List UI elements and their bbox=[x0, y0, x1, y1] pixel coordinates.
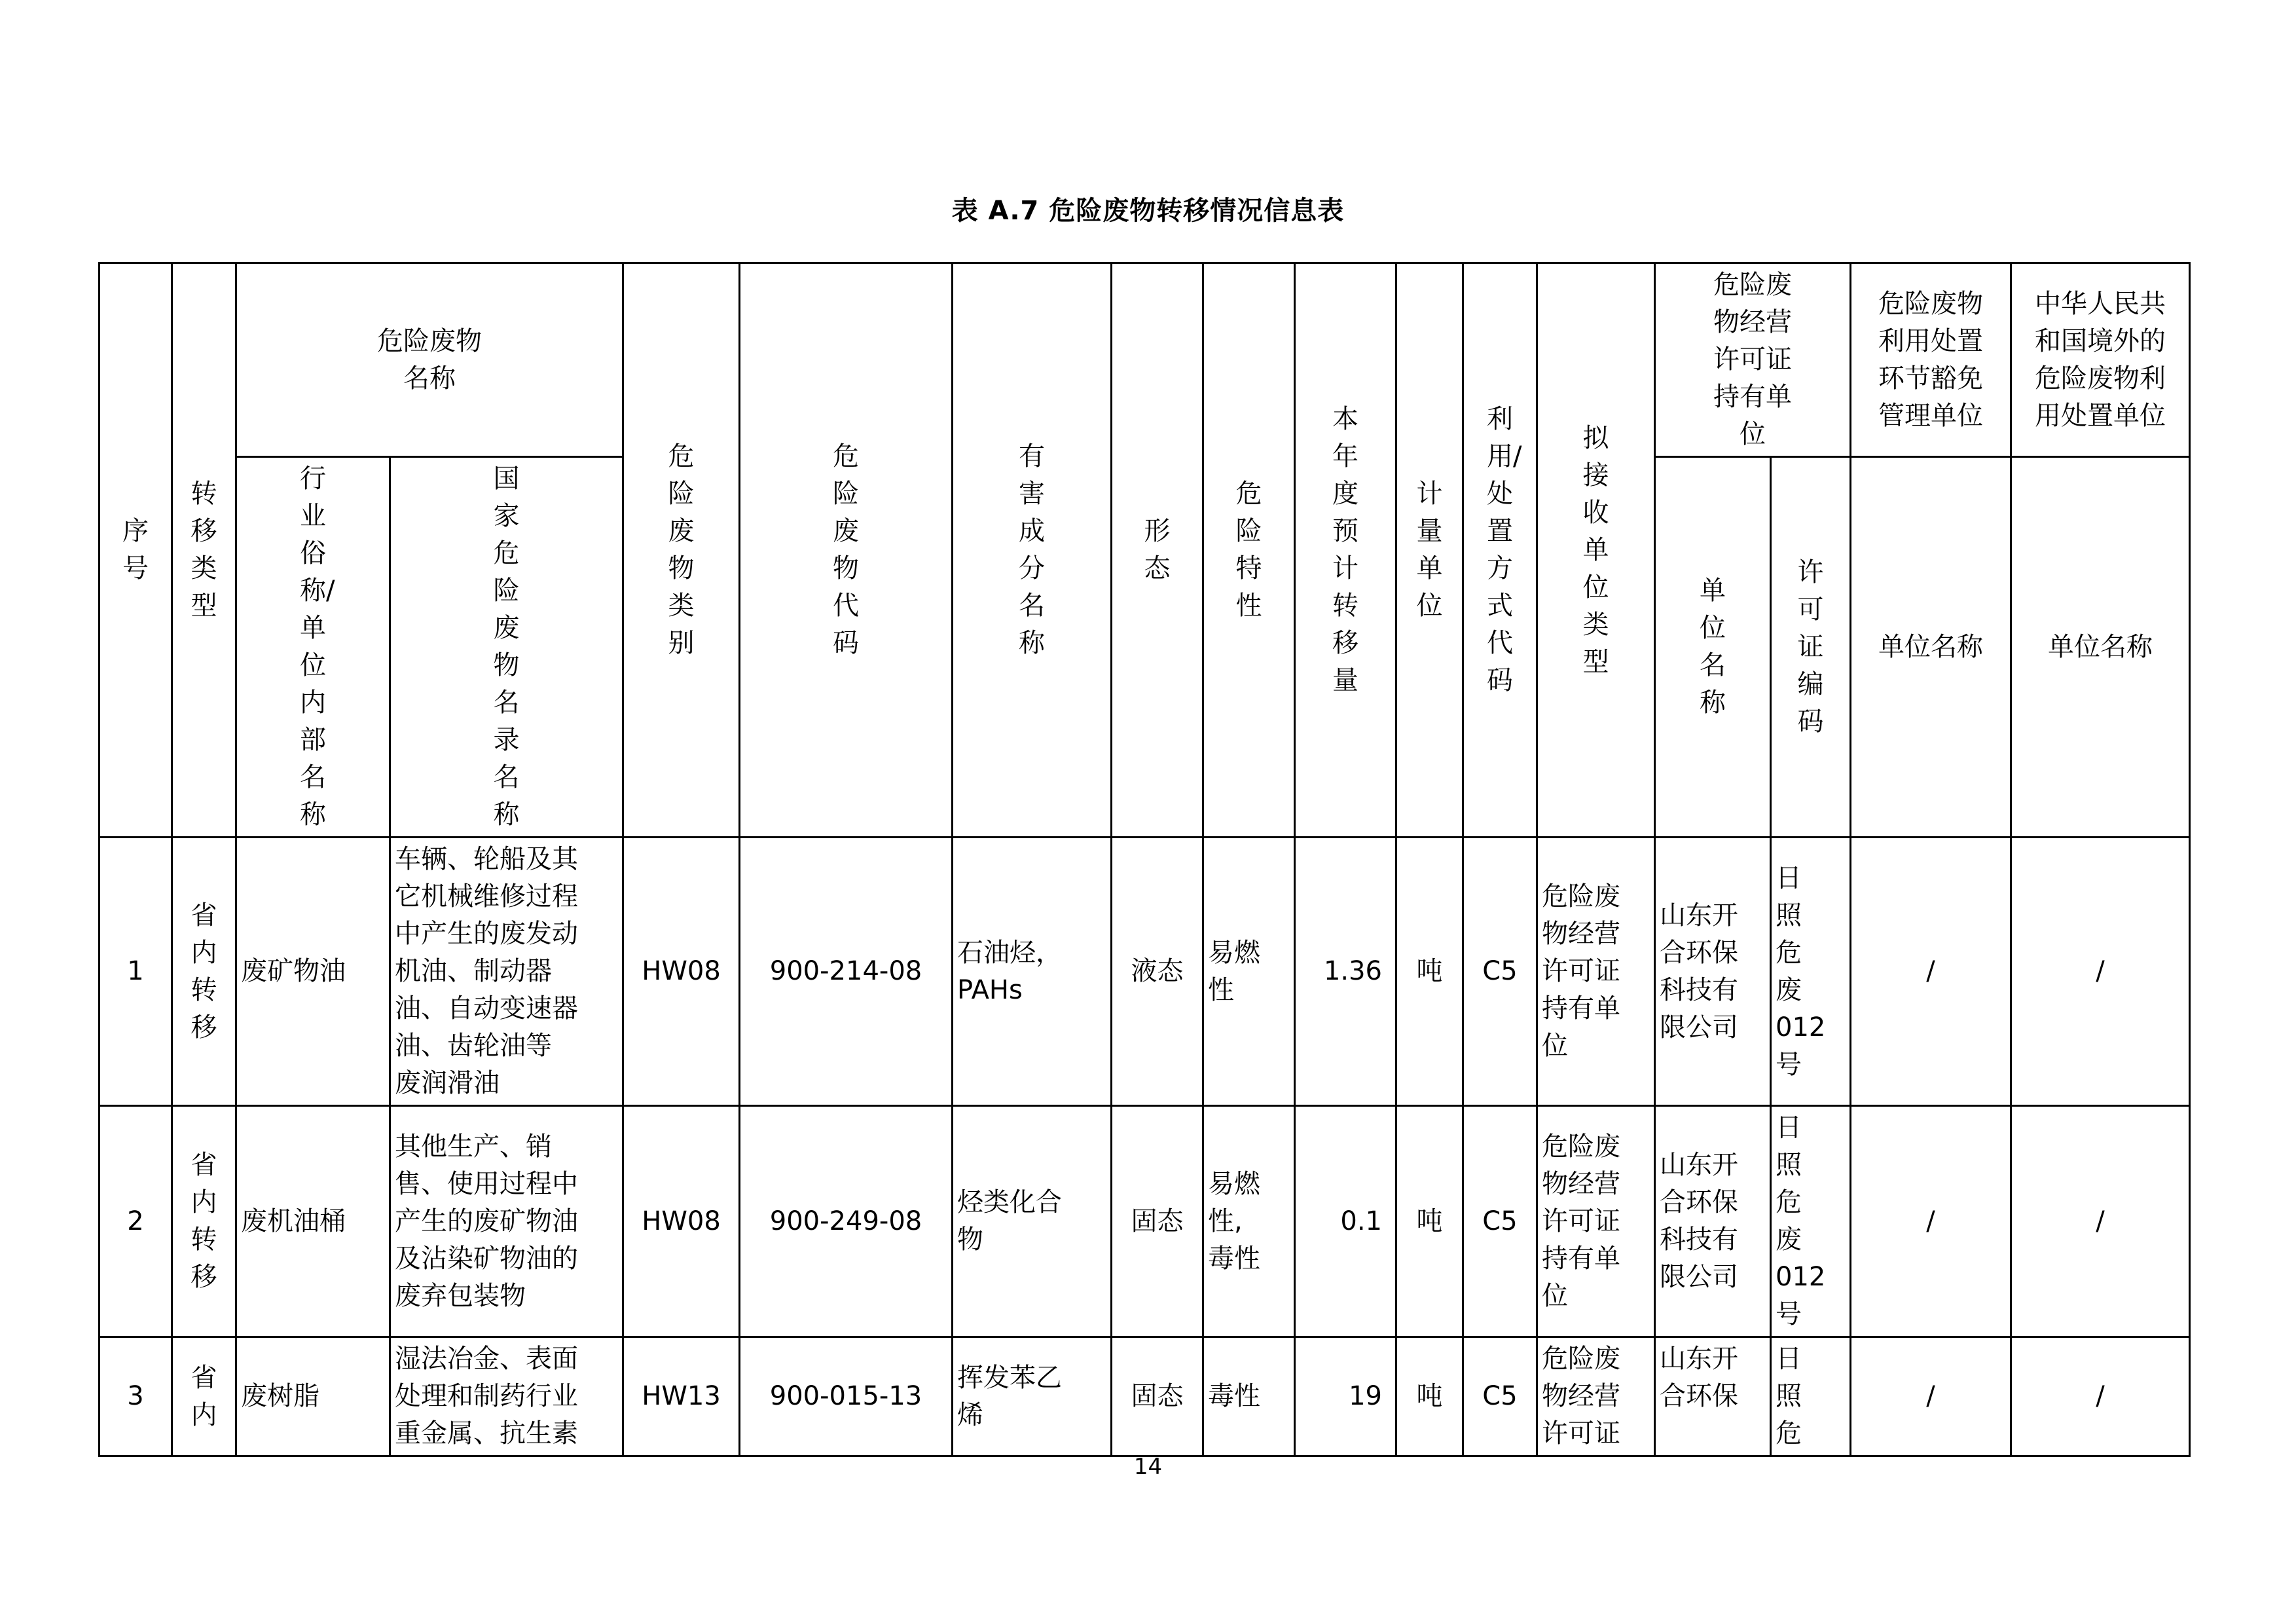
cell-amount: 1.36 bbox=[1295, 838, 1396, 1106]
header-harmful: 有害成分名称 bbox=[953, 263, 1112, 838]
cell-foreign: / bbox=[2011, 838, 2190, 1106]
cell-category: HW13 bbox=[623, 1337, 740, 1456]
header-code: 危险废物代码 bbox=[740, 263, 953, 838]
cell-receiver-type: 危险废 物经营 许可证 bbox=[1537, 1337, 1655, 1456]
cell-unit: 吨 bbox=[1396, 1106, 1463, 1337]
cell-holder: 山东开 合环保 科技有 限公司 bbox=[1655, 1106, 1771, 1337]
table-row bbox=[100, 1106, 2190, 1337]
header-unit: 计量单位 bbox=[1396, 263, 1463, 838]
cell-foreign: / bbox=[2011, 1337, 2190, 1456]
cell-code: 900-249-08 bbox=[740, 1106, 953, 1337]
cell-seq: 2 bbox=[100, 1106, 172, 1337]
cell-transfer-type: 省内转移 bbox=[172, 1106, 236, 1337]
cell-hazard: 毒性 bbox=[1203, 1337, 1295, 1456]
cell-disposal: C5 bbox=[1463, 838, 1537, 1106]
cell-industry-name: 废机油桶 bbox=[236, 1106, 390, 1337]
header-foreign-unit: 单位名称 bbox=[2011, 457, 2190, 838]
cell-national-name: 其他生产、销 售、使用过程中 产生的废矿物油 及沾染矿物油的 废弃包装物 bbox=[390, 1106, 623, 1337]
cell-holder: 山东开 合环保 bbox=[1655, 1337, 1771, 1456]
cell-code: 900-015-13 bbox=[740, 1337, 953, 1456]
cell-receiver-type: 危险废 物经营 许可证 持有单 位 bbox=[1537, 838, 1655, 1106]
cell-form: 固态 bbox=[1112, 1337, 1203, 1456]
cell-hazard: 易燃 性 bbox=[1203, 838, 1295, 1106]
cell-code: 900-214-08 bbox=[740, 838, 953, 1106]
table-row bbox=[100, 1337, 2190, 1456]
header-receiver-type: 拟接收单位类型 bbox=[1537, 263, 1655, 838]
cell-seq: 1 bbox=[100, 838, 172, 1106]
cell-national-name: 湿法冶金、表面 处理和制药行业 重金属、抗生素 bbox=[390, 1337, 623, 1456]
cell-industry-name: 废树脂 bbox=[236, 1337, 390, 1456]
cell-transfer-type: 省内转移 bbox=[172, 838, 236, 1106]
cell-holder: 山东开 合环保 科技有 限公司 bbox=[1655, 838, 1771, 1106]
cell-license: 日 照 危 废 012 号 bbox=[1771, 838, 1851, 1106]
cell-national-name: 车辆、轮船及其 它机械维修过程 中产生的废发动 机油、制动器 油、自动变速器 油、齿轮油等 废润滑油 bbox=[390, 838, 623, 1106]
header-holder-unit-name: 单位名称 bbox=[1655, 457, 1771, 838]
table-row bbox=[100, 838, 2190, 1106]
cell-harmful: 石油烃， PAHs bbox=[953, 838, 1112, 1106]
header-waste-name-group: 危险废物 名称 bbox=[236, 263, 623, 457]
cell-unit: 吨 bbox=[1396, 838, 1463, 1106]
cell-amount: 19 bbox=[1295, 1337, 1396, 1456]
cell-exempt: / bbox=[1851, 1106, 2011, 1337]
header-national-name: 国家危险废物名录名称 bbox=[390, 457, 623, 838]
header-industry-name: 行业俗称/单位内部名称 bbox=[236, 457, 390, 838]
cell-category: HW08 bbox=[623, 1106, 740, 1337]
cell-foreign: / bbox=[2011, 1106, 2190, 1337]
header-license-holder-group: 危险废 物经营 许可证 持有单 位 bbox=[1655, 263, 1851, 457]
header-hazard: 危险特性 bbox=[1203, 263, 1295, 838]
header-form: 形态 bbox=[1112, 263, 1203, 838]
header-exempt-unit: 单位名称 bbox=[1851, 457, 2011, 838]
cell-license: 日 照 危 bbox=[1771, 1337, 1851, 1456]
cell-disposal: C5 bbox=[1463, 1337, 1537, 1456]
cell-harmful: 烃类化合 物 bbox=[953, 1106, 1112, 1337]
hazardous-waste-transfer-table bbox=[98, 262, 2191, 1457]
header-license-no: 许可证编码 bbox=[1771, 457, 1851, 838]
header-exempt-group: 危险废物 利用处置 环节豁免 管理单位 bbox=[1851, 263, 2011, 457]
page-number: 14 bbox=[1133, 1454, 1163, 1480]
cell-harmful: 挥发苯乙 烯 bbox=[953, 1337, 1112, 1456]
header-transfer-type: 转移类型 bbox=[172, 263, 236, 838]
cell-exempt: / bbox=[1851, 838, 2011, 1106]
table-title: 表 A.7 危险废物转移情况信息表 bbox=[951, 196, 1345, 226]
cell-unit: 吨 bbox=[1396, 1337, 1463, 1456]
header-annual-amount: 本年度预计转移量 bbox=[1295, 263, 1396, 838]
cell-industry-name: 废矿物油 bbox=[236, 838, 390, 1106]
cell-transfer-type: 省内 bbox=[172, 1337, 236, 1456]
cell-license: 日 照 危 废 012 号 bbox=[1771, 1106, 1851, 1337]
header-category: 危险废物类别 bbox=[623, 263, 740, 838]
cell-category: HW08 bbox=[623, 838, 740, 1106]
cell-amount: 0.1 bbox=[1295, 1106, 1396, 1337]
header-seq: 序号 bbox=[100, 263, 172, 838]
cell-form: 固态 bbox=[1112, 1106, 1203, 1337]
cell-disposal: C5 bbox=[1463, 1106, 1537, 1337]
cell-exempt: / bbox=[1851, 1337, 2011, 1456]
cell-hazard: 易燃 性, 毒性 bbox=[1203, 1106, 1295, 1337]
header-foreign-group: 中华人民共 和国境外的 危险废物利 用处置单位 bbox=[2011, 263, 2190, 457]
cell-seq: 3 bbox=[100, 1337, 172, 1456]
header-disposal-code: 利用/处置方式代码 bbox=[1463, 263, 1537, 838]
cell-receiver-type: 危险废 物经营 许可证 持有单 位 bbox=[1537, 1106, 1655, 1337]
cell-form: 液态 bbox=[1112, 838, 1203, 1106]
